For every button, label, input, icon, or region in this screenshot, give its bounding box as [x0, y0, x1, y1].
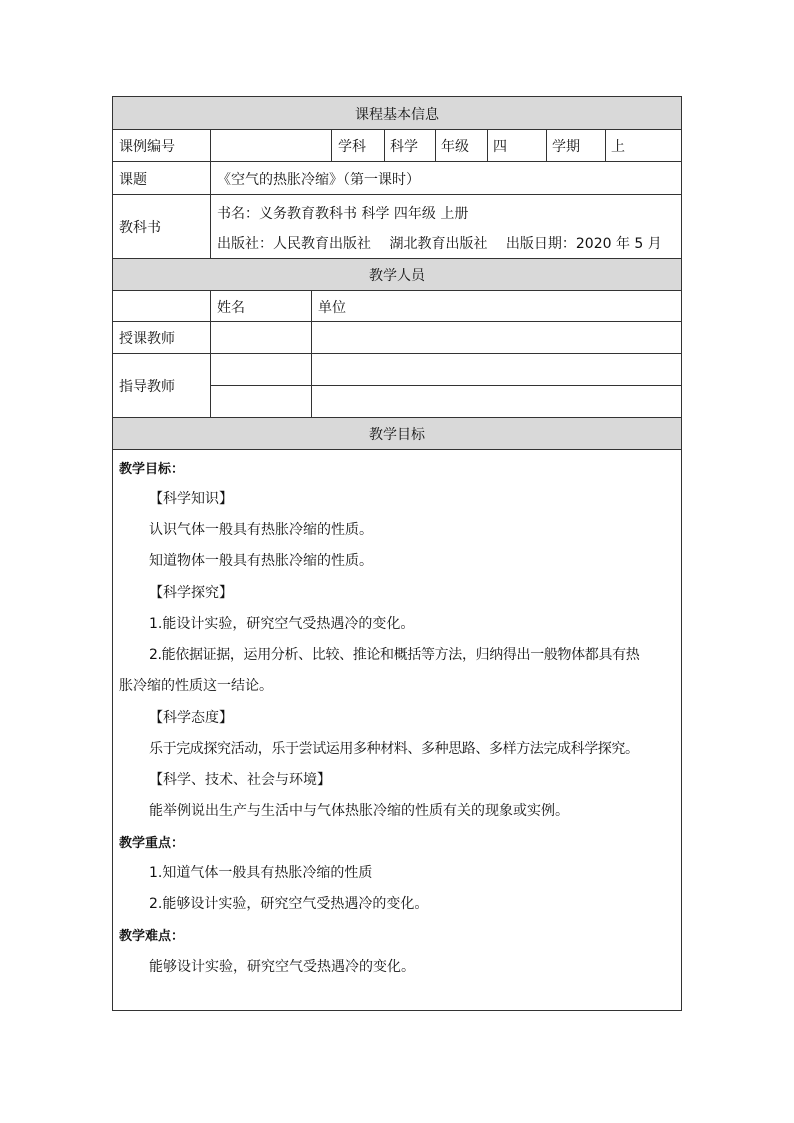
- basic-info-header: 课程基本信息: [355, 107, 439, 123]
- term-value: 上: [611, 139, 625, 155]
- grade-label: 年级: [441, 139, 469, 155]
- case-no-label: 课例编号: [119, 139, 175, 155]
- grade-value: 四: [493, 139, 507, 155]
- term-label: 学期: [552, 139, 580, 155]
- subject-label: 学科: [338, 139, 366, 155]
- key-point-2: 2.能够设计实验，研究空气受热遇冷的变化。: [149, 896, 429, 912]
- objectives-header: 教学目标: [369, 427, 425, 443]
- textbook-publisher-line: 出版社：人民教育出版社 湖北教育出版社 出版日期：2020 年 5 月: [217, 236, 662, 252]
- inquiry-item-2-line-2: 胀冷缩的性质这一结论。: [119, 678, 273, 694]
- difficulty-point-1: 能够设计实验，研究空气受热遇冷的变化。: [149, 959, 415, 975]
- inquiry-item-2-line-1: 2.能依据证据，运用分析、比较、推论和概括等方法，归纳得出一般物体都具有热: [149, 647, 640, 663]
- textbook-title-line: 书名：义务教育教科书 科学 四年级 上册: [217, 206, 469, 222]
- teacher-label: 授课教师: [119, 331, 175, 347]
- advisor-label: 指导教师: [119, 379, 175, 395]
- unit-column-header: 单位: [318, 300, 346, 316]
- inquiry-item-1: 1.能设计实验，研究空气受热遇冷的变化。: [149, 616, 415, 632]
- key-point-1: 1.知道气体一般具有热胀冷缩的性质: [149, 865, 373, 881]
- knowledge-title: 【科学知识】: [149, 491, 233, 507]
- sts-title: 【科学、技术、社会与环境】: [149, 772, 331, 788]
- attitude-item-1: 乐于完成探究活动，乐于尝试运用多种材料、多种思路、多样方法完成科学探究。: [149, 741, 639, 757]
- sts-item-1: 能举例说出生产与生活中与气体热胀冷缩的性质有关的现象或实例。: [149, 803, 569, 819]
- textbook-label: 教科书: [119, 220, 161, 236]
- objectives-heading: 教学目标：: [119, 462, 185, 477]
- difficulty-heading: 教学难点：: [119, 929, 185, 944]
- subject-value: 科学: [390, 139, 418, 155]
- knowledge-item-2: 知道物体一般具有热胀冷缩的性质。: [149, 553, 373, 569]
- inquiry-title: 【科学探究】: [149, 585, 233, 601]
- key-points-heading: 教学重点：: [119, 836, 185, 851]
- knowledge-item-1: 认识气体一般具有热胀冷缩的性质。: [149, 522, 373, 538]
- topic-label: 课题: [119, 172, 147, 188]
- topic-value: 《空气的热胀冷缩》（第一课时）: [217, 172, 420, 188]
- name-column-header: 姓名: [217, 300, 245, 316]
- attitude-title: 【科学态度】: [149, 710, 233, 726]
- staff-header: 教学人员: [369, 268, 425, 284]
- lesson-plan-table: [112, 96, 682, 1011]
